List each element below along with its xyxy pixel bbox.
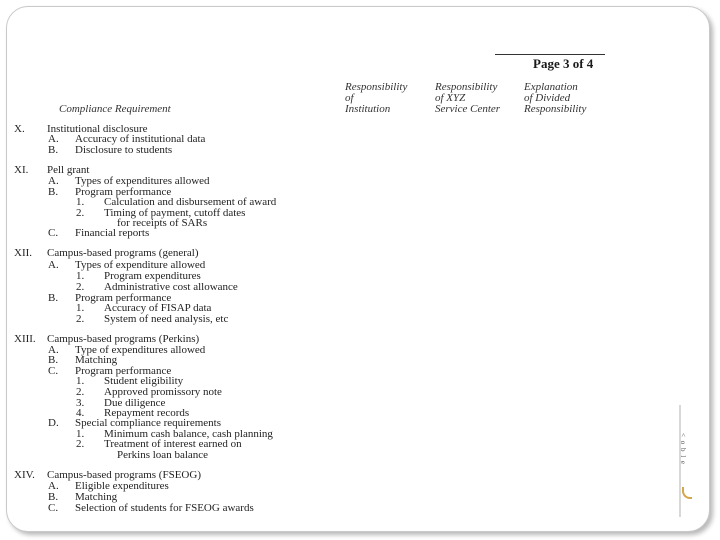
- outline-item-text: Campus-based programs (Perkins): [47, 333, 200, 345]
- outline-number: X.: [14, 123, 25, 135]
- outline-number: XII.: [14, 247, 33, 259]
- side-logo-swirl-icon: [682, 487, 692, 499]
- outline-item-text: Campus-based programs (general): [47, 247, 199, 259]
- outline-item-text: Perkins loan balance: [117, 449, 209, 461]
- outline-number: 1.: [76, 428, 85, 440]
- outline-number: 1.: [76, 196, 85, 208]
- outline-number: B.: [48, 491, 59, 503]
- column-header-service-center: Responsibility of XYZ Service Center: [435, 81, 501, 115]
- outline-number: XIII.: [14, 333, 36, 345]
- outline-item-text: Program performance: [75, 186, 172, 198]
- outline-item-text: Administrative cost allowance: [104, 281, 238, 293]
- outline-number: A.: [48, 480, 59, 492]
- outline-number: 2.: [76, 386, 85, 398]
- outline-item-text: Eligible expenditures: [75, 480, 169, 492]
- outline-number: B.: [48, 354, 59, 366]
- outline-number: A.: [48, 133, 59, 145]
- outline-item-text: Matching: [75, 491, 118, 503]
- outline-item-text: Minimum cash balance, cash planning: [104, 428, 273, 440]
- outline-number: D.: [48, 417, 59, 429]
- outline-item-text: for receipts of SARs: [117, 217, 208, 229]
- outline-number: 3.: [76, 397, 85, 409]
- outline-item-text: Program expenditures: [104, 270, 201, 282]
- outline-number: XIV.: [14, 469, 35, 481]
- outline-number: A.: [48, 175, 59, 187]
- outline-number: B.: [48, 292, 59, 304]
- outline-number: 2.: [76, 438, 85, 450]
- outline-item-text: Student eligibility: [104, 375, 184, 387]
- outline-item-text: Pell grant: [47, 164, 90, 176]
- outline-number: 2.: [76, 281, 85, 293]
- outline-number: C.: [48, 227, 59, 239]
- outline-item-text: Types of expenditure allowed: [75, 259, 206, 271]
- outline-item-text: Disclosure to students: [75, 144, 173, 156]
- column-header-explanation: Explanation of Divided Responsibility: [524, 81, 587, 115]
- outline-item-text: Repayment records: [104, 407, 190, 419]
- outline-number: A.: [48, 344, 59, 356]
- outline-number: XI.: [14, 164, 29, 176]
- outline-number: C.: [48, 365, 59, 377]
- outline-item-text: Special compliance requirements: [75, 417, 221, 429]
- side-logo-text: < o b l e: [679, 433, 687, 465]
- outline-number: A.: [48, 259, 59, 271]
- slide-frame: [6, 6, 710, 532]
- outline-item-text: Types of expenditures allowed: [75, 175, 210, 187]
- header-rule: [495, 54, 605, 55]
- outline-number: 1.: [76, 375, 85, 387]
- outline-number: 2.: [76, 313, 85, 325]
- outline-number: 4.: [76, 407, 85, 419]
- outline-number: 2.: [76, 207, 85, 219]
- outline-item-text: Financial reports: [75, 227, 150, 239]
- outline-number: B.: [48, 144, 59, 156]
- outline-item-text: Institutional disclosure: [47, 123, 148, 135]
- outline-item-text: Due diligence: [104, 397, 166, 409]
- page-number: Page 3 of 4: [533, 56, 594, 71]
- outline-item-text: Matching: [75, 354, 118, 366]
- outline-item-text: Type of expenditures allowed: [75, 344, 206, 356]
- outline-item-text: Timing of payment, cutoff dates: [104, 207, 246, 219]
- outline-number: 1.: [76, 302, 85, 314]
- outline-item-text: Accuracy of institutional data: [75, 133, 206, 145]
- outline-item-text: System of need analysis, etc: [104, 313, 229, 325]
- outline-number: 1.: [76, 270, 85, 282]
- column-header-requirement: Compliance Requirement: [59, 103, 171, 115]
- outline-item-text: Campus-based programs (FSEOG): [47, 469, 201, 481]
- outline-item-text: Program performance: [75, 292, 172, 304]
- outline-item-text: Accuracy of FISAP data: [104, 302, 212, 314]
- side-logo: [679, 405, 691, 517]
- outline-item-text: Calculation and disbursement of award: [104, 196, 277, 208]
- column-header-institution: Responsibility of Institution: [345, 81, 408, 115]
- outline-item-text: Approved promissory note: [104, 386, 222, 398]
- outline-item-text: Treatment of interest earned on: [104, 438, 242, 450]
- outline-number: C.: [48, 502, 59, 514]
- outline-item-text: Selection of students for FSEOG awards: [75, 502, 254, 514]
- outline-number: B.: [48, 186, 59, 198]
- outline-item-text: Program performance: [75, 365, 172, 377]
